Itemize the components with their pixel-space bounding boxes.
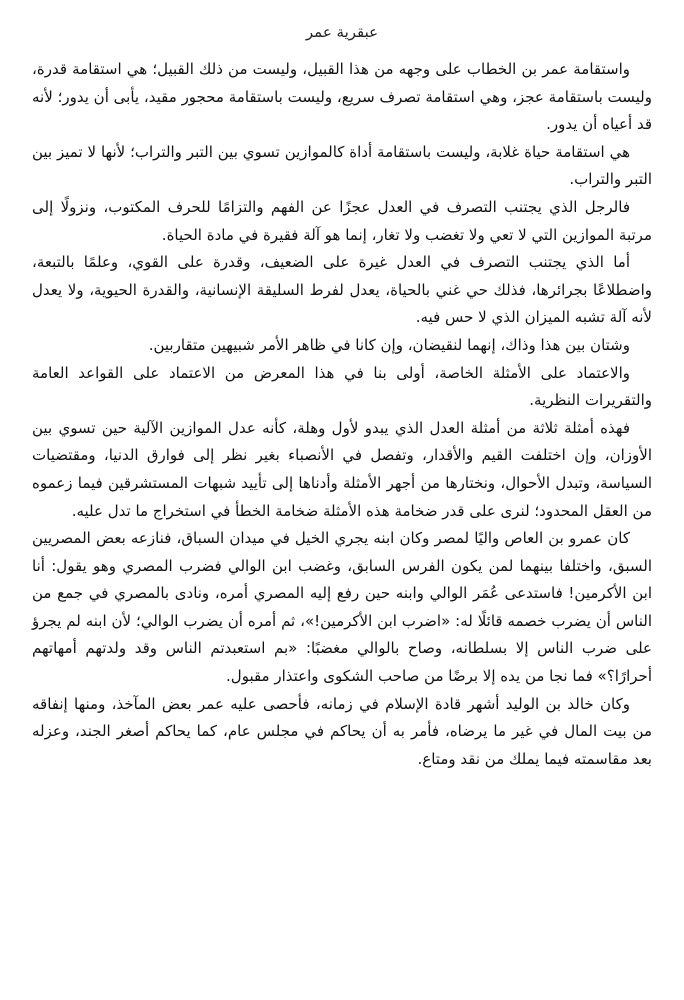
paragraph-2: هي استقامة حياة غلابة، وليست باستقامة أداة كالموازين تسوي بين التبر والتراب؛ لأنها لا تميز بين التبر والتراب. [32,142,652,189]
paragraph-1: واستقامة عمر بن الخطاب على وجهه من هذا القبيل، وليست من ذلك القبيل؛ هي استقامة قدرة، وليست باستقامة عجز، وهي استقامة تصرف سريع، وليست باستقامة محجور مقيد، يأبى أن يدور؛ لأنه قد أعياه أن يدور. [32,60,652,134]
running-header-title: عبقرية عمر [305,23,379,41]
paragraph-5: وشتان بين هذا وذاك، إنهما لنقيضان، وإن كانا في ظاهر الأمر شبيهين متقاربين. [148,335,630,354]
paragraph-4: أما الذي يجتنب التصرف في العدل غيرة على الضعيف، وقدرة على القوي، وعلمًا بالتبعة، واضطلاعًا بجرائرها، فذلك حي غني بالحياة، يعدل لفرط السليقة الإنسانية، والقدرة الحيوية، ولا يعدل لأنه آلة تشبه الميزان الذي لا حس فيه. [32,253,652,327]
paragraph-9: وكان خالد بن الوليد أشهر قادة الإسلام في زمانه، فأحصى عليه عمر بعض المآخذ، ومنها إنفاقه من بيت المال في غير ما يرضاه، فأمر به أن يحاكم في مجلس عام، كما يحاكم أصغر الجند، وعزله بعد مقاسمته فيما يملك من نقد ومتاع. [32,694,652,768]
paragraph-6: والاعتماد على الأمثلة الخاصة، أولى بنا في هذا المعرض من الاعتماد على القواعد العامة والتقريرات النظرية. [32,363,652,410]
paragraph-7: فهذه أمثلة ثلاثة من أمثلة العدل الذي يبدو لأول وهلة، كأنه عدل الموازين الآلية حين تسوي بين الأوزان، وإن اختلفت القيم والأقدار، وتفصل في الأنصباء بغير نظر إلى فوارق الدنيا، ومقتضيات السياسة، وتبدل الأحوال، ونختارها من أجهر الأمثلة وأدناها إلى تأييد شبهات المستشرقين فيما زعموه من العقل المحدود؛ لنرى على قدر ضخامة هذه الأمثلة ضخامة الخطأ في استخراج ما تدل عليه. [32,418,652,520]
paragraph-3: فالرجل الذي يجتنب التصرف في العدل عجزًا عن الفهم والتزامًا للحرف المكتوب، ونزولًا إلى مرتبة الموازين التي لا تعي ولا تغضب ولا تغار، إنما هو آلة فقيرة في مادة الحياة. [32,197,652,244]
paragraph-8: كان عمرو بن العاص واليًا لمصر وكان ابنه يجري الخيل في ميدان السباق، فنازعه بعض المصريين السبق، واختلفا بينهما لمن يكون الفرس السابق، وغضب ابن الوالي فضرب المصري وهو يقول: أنا ابن الأكرمين! فاستدعى عُمَر الوالي وابنه حين رفع إليه المصري أمره، ونادى بالمصري في جمع من الناس أن يضرب خصمه قائلًا له: «اضرب ابن الأكرمين!»، ثم أمره أن يضرب الوالي؛ لأن ابنه لم يجرؤ على ضرب الناس إلا بسلطانه، وصاح بالوالي مغضبًا: «بم استعبدتم الناس وقد ولدتهم أمهاتهم أحرارًا؟» فما نجا من يده إلا برضًا من صاحب الشكوى واعتذار مقبول. [32,529,652,686]
